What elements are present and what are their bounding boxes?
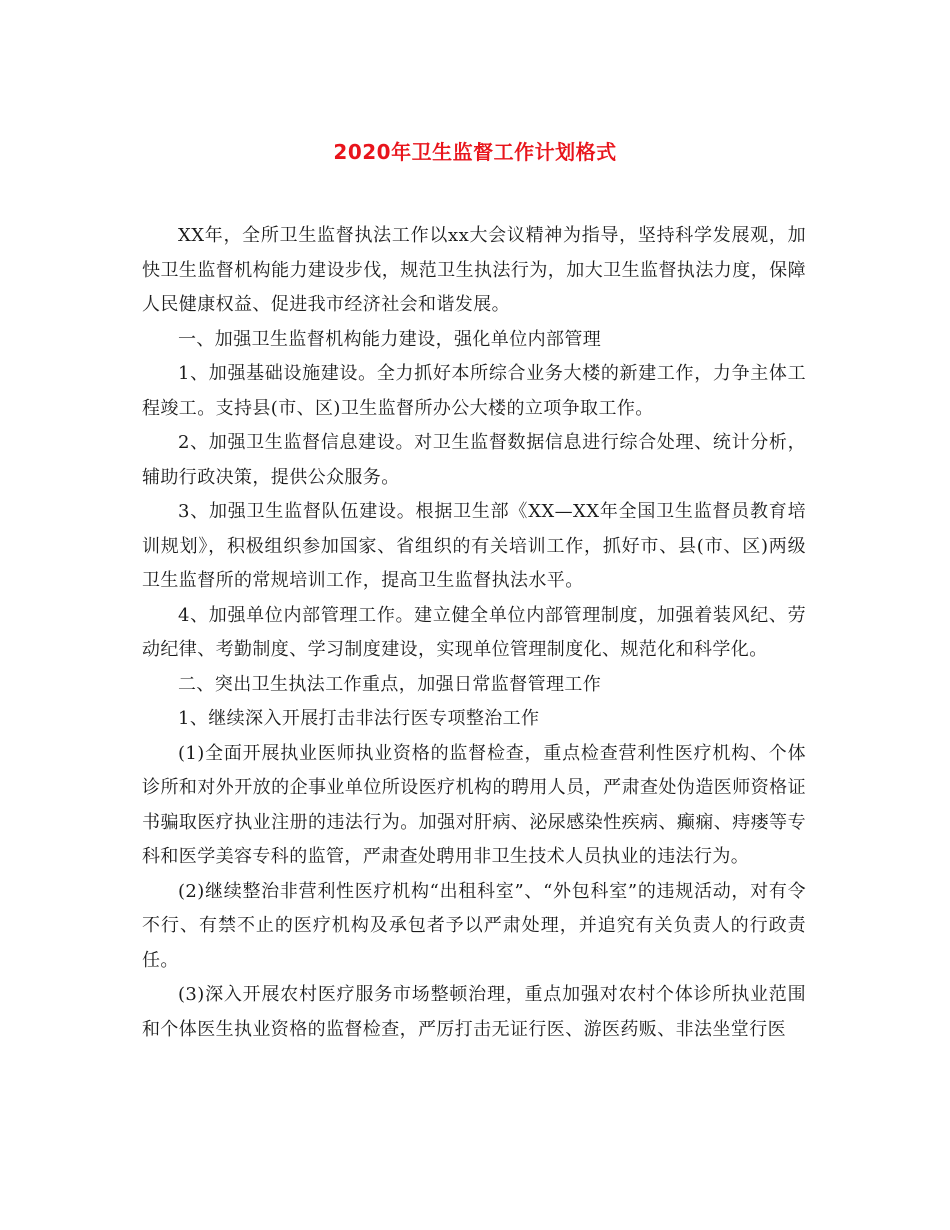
paragraph-item-3: (3)深入开展农村医疗服务市场整顿治理，重点加强对农村个体诊所执业范围和个体医生执业资格的监督检查，严厉打击无证行医、游医药贩、非法坐堂行医 (142, 984, 806, 1040)
section-heading-2: 二、突出卫生执法工作重点，加强日常监督管理工作 (178, 673, 602, 695)
document-title: 2020年卫生监督工作计划格式 (333, 140, 617, 164)
paragraph-item-1: (1)全面开展执业医师执业资格的监督检查，重点检查营利性医疗机构、个体诊所和对外开放的企事业单位所设医疗机构的聘用人员，严肃查处伪造医师资格证书骗取医疗执业注册的违法行为。加强对肝病、泌尿感染性疾病、癫痫、痔瘘等专科和医学美容专科的监管，严肃查处聘用非卫生技术人员执业的违法行为。 (142, 742, 806, 867)
subsection-heading-1: 1、继续深入开展打击非法行医专项整治工作 (178, 708, 540, 729)
paragraph-item-2: (2)继续整治非营利性医疗机构“出租科室”、“外包科室”的违规活动，对有令不行、有禁不止的医疗机构及承包者予以严肃处理，并追究有关负责人的行政责任。 (142, 880, 806, 971)
paragraph-intro: XX年，全所卫生监督执法工作以xx大会议精神为指导，坚持科学发展观，加快卫生监督机构能力建设步伐，规范卫生执法行为，加大卫生监督执法力度，保障人民健康权益、促进我市经济社会和谐发展。 (142, 225, 806, 315)
paragraph-team: 3、加强卫生监督队伍建设。根据卫生部《XX—XX年全国卫生监督员教育培训规划》，积极组织参加国家、省组织的有关培训工作，抓好市、县(市、区)两级卫生监督所的常规培训工作，提高卫生监督执法水平。 (142, 501, 806, 591)
paragraph-infrastructure: 1、加强基础设施建设。全力抓好本所综合业务大楼的新建工作，力争主体工程竣工。支持县(市、区)卫生监督所办公大楼的立项争取工作。 (142, 363, 806, 419)
document-body (142, 219, 806, 1047)
paragraph-internal-management: 4、加强单位内部管理工作。建立健全单位内部管理制度，加强着装风纪、劳动纪律、考勤制度、学习制度建设，实现单位管理制度化、规范化和科学化。 (142, 604, 806, 660)
paragraph-information: 2、加强卫生监督信息建设。对卫生监督数据信息进行综合处理、统计分析，辅助行政决策，提供公众服务。 (142, 432, 806, 488)
section-heading-1: 一、加强卫生监督机构能力建设，强化单位内部管理 (178, 328, 602, 350)
